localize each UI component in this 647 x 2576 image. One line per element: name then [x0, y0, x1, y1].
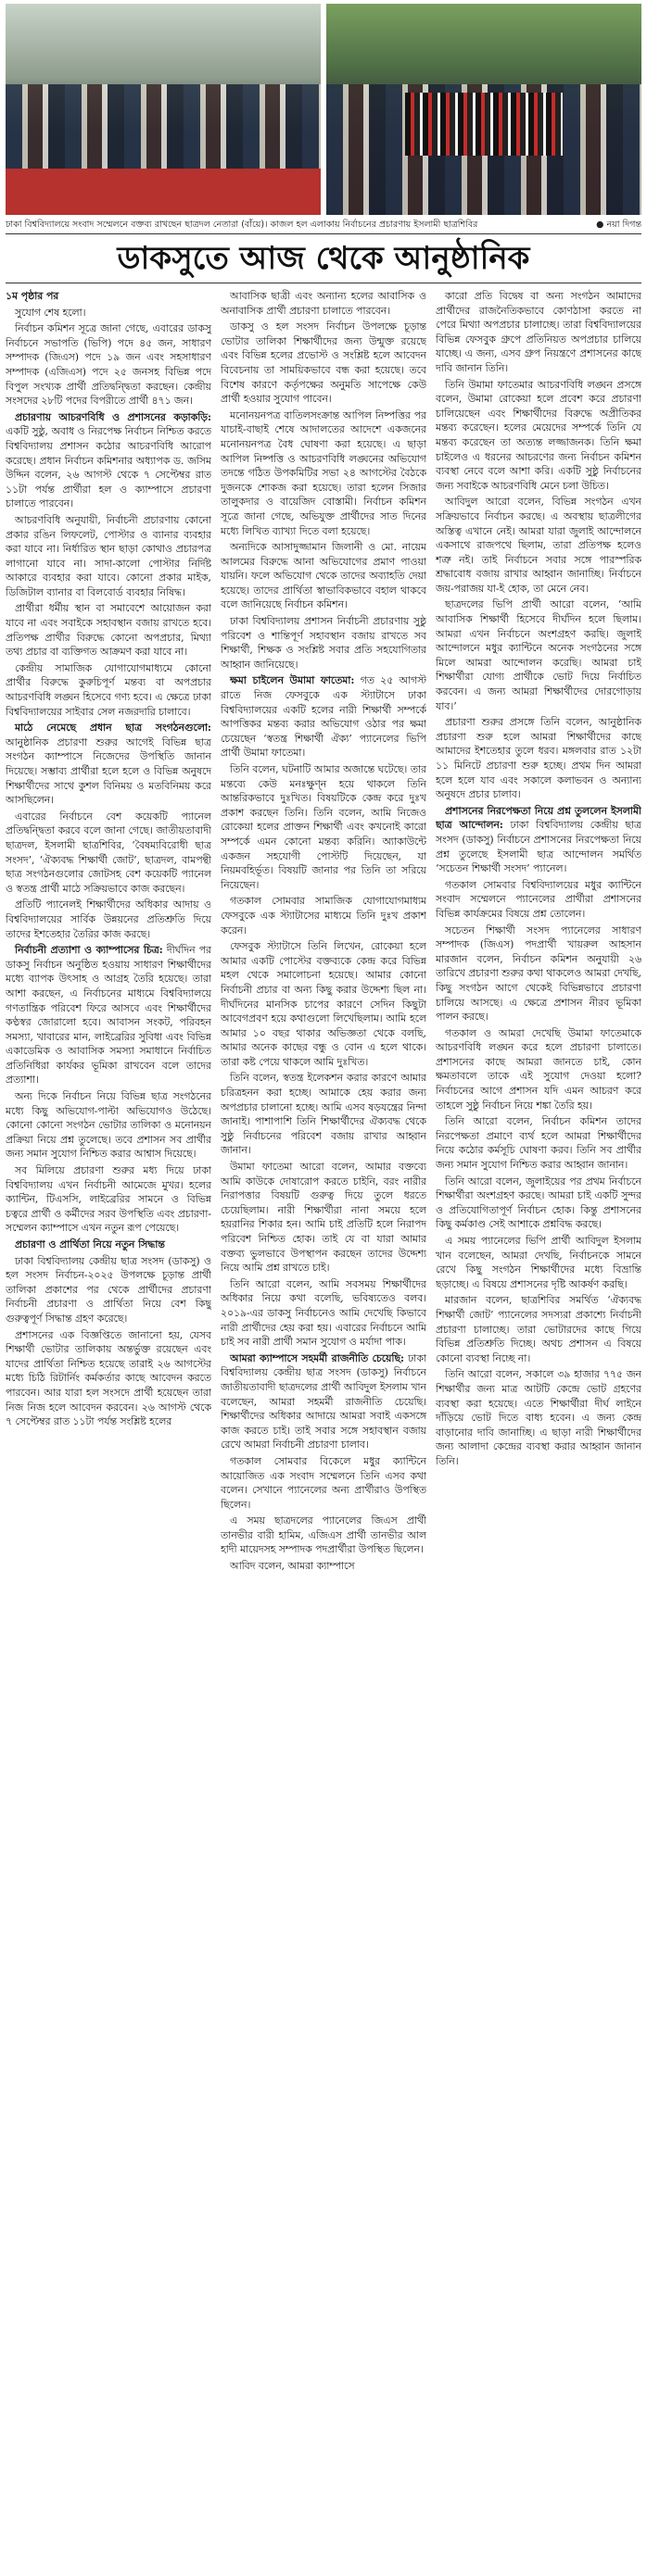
paragraph: ডাকসু ও হল সংসদ নির্বাচন উপলক্ষে চূড়ান্ত ভোটার তালিকা শিক্ষার্থীদের জন্য উন্মুক্ত রয়েছে এবং বিভিন্ন হলের প্রভোস্ট ও সংশ্লিষ্ট হলে আবেদন বিবেচনায় তা সাময়িকভাবে বন্ধ করা হয়েছে। তবে বিশেষ কারণে কর্তৃপক্ষের অনুমতি সাপেক্ষে কেউ প্রার্থী হওয়ার সুযোগ পাবেন।: [221, 320, 426, 406]
paragraph: ঢাকা বিশ্ববিদ্যালয় কেন্দ্রীয় ছাত্র সংসদ (ডাকসু) ও হল সংসদ নির্বাচন-২০২৫ উপলক্ষে চূড়ান্ত প্রার্থী তালিকা প্রকাশের পর থেকে প্রার্থীদের প্রচারণা নির্বাচনী প্রচারণা ও প্রার্থিতা নিয়ে বেশ কিছু গুরুত্বপূর্ণ সিদ্ধান্ত গ্রহণ করেছে।: [6, 1254, 211, 1325]
paragraph: আমরা ক্যাম্পাসে সহমর্মী রাজনীতি চেয়েছি: ঢাকা বিশ্ববিদ্যালয় কেন্দ্রীয় ছাত্র সংসদ (ডাকসু) নির্বাচনে জাতীয়তাবাদী ছাত্রদলের প্রার্থী আবিদুল ইসলাম খান বলেছেন, আমরা সহমর্মী রাজনীতি চেয়েছি। শিক্ষার্থীদের অধিকার আদায়ে আমরা সবাই একসঙ্গে কাজ করতে চাই। তাই সবার সঙ্গে সহাবস্থান বজায় রেখে আমরা নির্বাচনী প্রচারণা চালাব।: [221, 1351, 426, 1451]
red-table: [6, 169, 321, 215]
paragraph: গতকাল সোমবার বিশ্ববিদ্যালয়ের মধুর ক্যান্টিনে সংবাদ সম্মেলনে প্যানেলের প্রার্থীরা প্রশাসনের বিভিন্ন কার্যক্রমের বিষয়ে প্রশ্ন তোলেন।: [436, 878, 641, 920]
paragraph: আবাসিক ছাত্রী এবং অন্যান্য হলের আবাসিক ও অনাবাসিক প্রার্থী প্রচারণা চালাতে পারবেন।: [221, 290, 426, 317]
paragraph: প্রার্থীরা ধর্মীয় স্থান বা সমাবেশে আয়োজন করা যাবে না এবং সবাইকে সহাবস্থান বজায় রাখতে হবে। প্রতিপক্ষ প্রার্থীর বিরুদ্ধে কোনো অপপ্রচার, মিথ্যা তথ্য প্রচার বা ব্যক্তিগত আক্রমণ করা যাবে না।: [6, 602, 211, 659]
paragraph: তিনি আরো বলেন, নির্বাচন কমিশন তাদের নিরপেক্ষতা প্রমাণে ব্যর্থ হলে আমরা শিক্ষার্থীদের নিয়ে কঠোর কর্মসূচি ঘোষণা করব। তিনি সব প্রার্থীর জন্য সমান সুযোগ নিশ্চিত করার আহ্বান জানান।: [436, 1115, 641, 1172]
article-column-3: [436, 289, 641, 2570]
paragraph: প্রচারণায় আচরণবিধি ও প্রশাসনের কড়াকড়ি: একটি সুষ্ঠু, অবাধ ও নিরপেক্ষ নির্বাচন নিশ্চিত করতে বিশ্ববিদ্যালয় প্রশাসন কঠোর আচরণবিধি আরোপ করেছে। প্রধান নির্বাচন কমিশনার অধ্যাপক ড. জসিম উদ্দিন বলেন, ২৬ আগস্ট থেকে ৭ সেপ্টেম্বর রাত ১১টা পর্যন্ত প্রার্থীরা হল ও ক্যাম্পাসে প্রচারণা চালাতে পারবেন।: [6, 410, 211, 510]
paragraph: মনোনয়নপত্র বাতিলসংক্রান্ত আপিল নিষ্পত্তির পর যাচাই-বাছাই শেষে আদালতের আদেশে একজনের মনোনয়নপত্র বৈধ ঘোষণা করা হয়েছে। এ ছাড়া আপিল নিষ্পত্তি ও আচরণবিধি লঙ্ঘনের অভিযোগ তদন্তে গঠিত উপকমিটির সভা ২৪ আগস্টের বৈঠকে দুজনকে শোকজ করা হয়েছে। তারা হলেন সিজার তালুকদার ও বায়েজিদ বোস্তামী। নির্বাচন কমিশন সূত্রে জানা গেছে, অভিযুক্ত প্রার্থীদের সাত দিনের মধ্যে লিখিত ব্যাখ্যা দিতে বলা হয়েছে।: [221, 408, 426, 537]
paragraph: অন্যদিকে আসাদুজ্জামান জিলানী ও মো. নায়েম আলমের বিরুদ্ধে আনা অভিযোগের প্রমাণ পাওয়া যায়নি। ফলে অভিযোগ থেকে তাদের অব্যাহতি দেয়া হয়েছে। তাদের প্রার্থিতা স্বাভাবিকভাবে বহাল থাকবে বলে জানিয়েছে নির্বাচন কমিশন।: [221, 541, 426, 611]
paragraph: প্রশাসনের এক বিজ্ঞপ্তিতে জানানো হয়, যেসব শিক্ষার্থী ভোটার তালিকায় অন্তর্ভুক্ত রয়েছেন এবং যাদের প্রার্থিতা নিশ্চিত হয়েছে তারাই ২৬ আগস্টের মধ্যে চিঠি রিটার্নিং কর্মকর্তার কাছে আবেদন করতে পারবেন। আর যারা হল সংসদে প্রার্থী হয়েছেন তারা নিজ নিজ হলে আবেদন করবেন। ২৬ আগস্ট থেকে ৭ সেপ্টেম্বর রাত ১১টা পর্যন্ত সংশ্লিষ্ট হলের: [6, 1328, 211, 1428]
paragraph: আবিদ বলেন, আমরা ক্যাম্পাসে: [230, 1560, 355, 1573]
paragraph: আবিদুল আরো বলেন, বিভিন্ন সংগঠন এখন সক্রিয়ভাবে নির্বাচন করছে। এ অবস্থায় ছাত্রলীগের অস্তিত্ব এখানে নেই। আমরা যারা জুলাই আন্দোলনে একসাথে রাজপথে ছিলাম, তারা প্রতিপক্ষ হলেও শত্রু নই। তাই নির্বাচনে সবার সঙ্গে পারস্পরিক শ্রদ্ধাবোধ বজায় রাখার আহ্বান জানাচ্ছি। নির্বাচনে জয়-পরাজয় যা-ই হোক, তা মেনে নেব।: [436, 496, 641, 595]
paragraph: প্রচারণা ও প্রার্থিতা নিয়ে নতুন সিদ্ধান্ত: [15, 1238, 165, 1250]
paragraph: ফেসবুক স্ট্যাটাসে তিনি লিখেন, রোকেয়া হলে আমার একটি পোস্টের বক্তব্যকে কেন্দ্র করে বিভিন্ন মহল থেকে সমালোচনা হয়েছে। আমার কোনো নির্বাচনী প্রচার বা অন্য কিছু করার উদ্দেশ্য ছিল না। দীর্ঘদিনের মানসিক চাপের কারণে সেদিন কিছুটা আবেগপ্রবণ হয়ে কথাগুলো লিখেছিলাম। আমি হলে আমার ১০ বছর থাকার অভিজ্ঞতা থেকে বলছি, আমার অনেক কাছের বন্ধু ও বোন এ হলে থাকে। তারা কষ্ট পেয়ে থাকলে আমি দুঃখিত।: [221, 940, 426, 1068]
paragraph: তিনি বলেন, ঘটনাটি আমার অজান্তে ঘটেছে। তার মন্তব্যে কেউ মনঃক্ষুণ্ন হয়ে থাকলে তিনি আন্তরিকভাবে দুঃখিত। বিষয়টিকে কেন্দ্র করে দুঃখ প্রকাশ করছেন তিনি। তিনি বলেন, আমি নিজেও রোকেয়া হলের প্রাক্তন শিক্ষার্থী এবং কখনোই কারো সম্পর্কে এমন কোনো মন্তব্য করিনি। অ্যাকাউন্টে একজন সহযোগী পোস্টটি দিয়েছেন, যা নিয়মবহির্ভূত। বিষয়টি জানার পর তিনি তা সরিয়ে নিয়েছেন।: [221, 763, 426, 891]
paragraph: তিনি আরো বলেন, আমি সবসময় শিক্ষার্থীদের অধিকার নিয়ে কথা বলেছি, ভবিষ্যতেও বলব। ২০১৯-এর ডাকসু নির্বাচনেও আমি দেখেছি কিভাবে নারী প্রার্থীদের হেয় করা হয়। এবারের নির্বাচনে আমি চাই সব নারী প্রার্থী সমান সুযোগ ও মর্যাদা পাক।: [221, 1277, 426, 1349]
microphones: [405, 93, 563, 156]
caption-text: ঢাকা বিশ্ববিদ্যালয়ে সংবাদ সম্মেলনে বক্তব্য রাখছেন ছাত্রদল নেতারা (বাঁয়ে)। কাজল হল এলাকায় নির্বাচনের প্রচারণায় ইসলামী ছাত্রশিবির: [6, 220, 478, 230]
article-column-1: [6, 289, 211, 2570]
paragraph: ক্ষমা চাইলেন উমামা ফাতেমা: গত ২৫ আগস্ট রাতে নিজ ফেসবুকে এক স্ট্যাটাসে ঢাকা বিশ্ববিদ্যালয়ের একটি হলের নারী শিক্ষার্থী সম্পর্কে আপত্তিকর মন্তব্য করার অভিযোগ ওঠার পর ক্ষমা চেয়েছেন ‘স্বতন্ত্র শিক্ষার্থী ঐক্য’ প্যানেলের ভিপি প্রার্থী উমামা ফাতেমা।: [221, 674, 426, 760]
paragraph: গতকাল ও আমরা দেখেছি উমামা ফাতেমাকে আচরণবিধি লঙ্ঘন করে হলে প্রচারণা চালাতে। প্রশাসনের কাছে আমরা জানতে চাই, কোন ক্ষমতাবলে তাকে এই সুযোগ দেওয়া হলো? নির্বাচনের আগে প্রশাসন যদি এমন আচরণ করে তাহলে সুষ্ঠু নির্বাচন নিয়ে শঙ্কা তৈরি হয়।: [436, 1026, 641, 1112]
paragraph: সচেতন শিক্ষার্থী সংসদ প্যানেলের সাধারণ সম্পাদক (জিএস) পদপ্রার্থী খায়রুল আহসান মারজান বলেন, নির্বাচন কমিশন অনুযায়ী ২৬ তারিখে প্রচারণা শুরুর কথা থাকলেও আমরা দেখছি, কিছু সংগঠন আগে থেকেই বিভিন্নভাবে প্রচারণা চালিয়ে আসছে। এ ক্ষেত্রে প্রশাসন নীরব ভূমিকা পালন করছে।: [436, 924, 641, 1024]
photo-credit: ● নয়া দিগন্ত: [596, 220, 641, 230]
paragraph: গতকাল সোমবার সামাজিক যোগাযোগমাধ্যম ফেসবুকে এক স্ট্যাটাসের মাধ্যমে তিনি দুঃখ প্রকাশ করেন।: [221, 895, 426, 936]
headline: ডাকসুতে আজ থেকে আনুষ্ঠানিক: [117, 240, 530, 277]
paragraph: এ সময় প্যানেলের ভিপি প্রার্থী আবিদুল ইসলাম খান বলেছেন, আমরা দেখছি, নির্বাচনকে সামনে রেখে কিছু সংগঠন শিক্ষার্থীদের মধ্যে বিভ্রান্তি ছড়াচ্ছে। এ বিষয়ে প্রশাসনের দৃষ্টি আকর্ষণ করছি।: [436, 1235, 641, 1290]
paragraph: তিনি বলেন, স্বতন্ত্র ইলেকশন করার কারণে আমার চরিত্রহনন করা হচ্ছে। আমাকে হেয় করার জন্য অপপ্রচার চালানো হচ্ছে। আমি এসব ষড়যন্ত্রের নিন্দা জানাই। পাশাপাশি তিনি শিক্ষার্থীদের ঐক্যবদ্ধ থেকে সুষ্ঠু নির্বাচনের পরিবেশ বজায় রাখার আহ্বান জানান।: [221, 1072, 426, 1157]
paragraph: তিনি আরো বলেন, সকালে ৩৯ হাজার ৭৭৫ জন শিক্ষার্থীর জন্য মাত্র আটটি কেন্দ্রে ভোট গ্রহণের ব্যবস্থা করা হয়েছে। এতে শিক্ষার্থীরা দীর্ঘ লাইনে দাঁড়িয়ে ভোট দিতে বাধ্য হবেন। এ জন্য কেন্দ্র বাড়ানোর দাবি জানাচ্ছি। এ ছাড়া নারী শিক্ষার্থীদের জন্য আলাদা কেন্দ্রের ব্যবস্থা করার আহ্বান জানান তিনি।: [436, 1368, 641, 1467]
photo-strip: [6, 4, 641, 215]
article-column-2: [221, 289, 426, 2570]
paragraph: উমামা ফাতেমা আরো বলেন, আমার বক্তব্যে আমি কাউকে দোষারোপ করতে চাইনি, বরং নারীর নিরাপত্তার বিষয়টি গুরুত্ব দিয়ে তুলে ধরতে চেয়েছিলাম। নারী শিক্ষার্থীরা নানা সময়ে হলে হয়রানির শিকার হন। আমি চাই প্রতিটি হলে নিরাপদ পরিবেশ নিশ্চিত হোক। তাই যে বা যারা আমার বক্তব্য ভুলভাবে উপস্থাপন করছেন তাদের উদ্দেশ্য নিয়ে আমি প্রশ্ন রাখতে চাই।: [221, 1161, 426, 1275]
paragraph: ঢাকা বিশ্ববিদ্যালয় প্রশাসন নির্বাচনী প্রচারণায় সুষ্ঠু পরিবেশ ও শান্তিপূর্ণ সহাবস্থান বজায় রাখতে সব শিক্ষার্থী, শিক্ষক ও সংশ্লিষ্ট সবার প্রতি সহযোগিতার আহ্বান জানিয়েছে।: [221, 615, 426, 671]
paragraph: গতকাল সোমবার বিকেলে মধুর ক্যান্টিনে আয়োজিত এক সংবাদ সম্মেলনে তিনি এসব কথা বলেন। সেখানে প্যানেলের অন্য প্রার্থীরাও উপস্থিত ছিলেন।: [221, 1454, 426, 1511]
paragraph: প্রচারণা শুরুর প্রসঙ্গে তিনি বলেন, আনুষ্ঠানিক প্রচারণা শুরু হলে আমরা শিক্ষার্থীদের কাছে আমাদের ইশতেহার তুলে ধরব। মঙ্গলবার রাত ১২টা ১১ মিনিটে প্রচারণা শুরু হচ্ছে। প্রথম দিন আমরা হলে হলে যাব এবং সকালে কলাভবন ও অন্যান্য অনুষদে প্রচার চালাব।: [436, 716, 641, 801]
paragraph: তিনি আরো বলেন, জুলাইয়ের পর প্রথম নির্বাচনে শিক্ষার্থীরা অংশগ্রহণ করছে। আমরা চাই একটি সুন্দর ও প্রতিযোগিতাপূর্ণ নির্বাচন হোক। কিন্তু প্রশাসনের কিছু কর্মকাণ্ড সেই আশাকে প্রশ্নবিদ্ধ করছে।: [436, 1175, 641, 1231]
paragraph: প্রতিটি প্যানেলই শিক্ষার্থীদের অধিকার আদায় ও বিশ্ববিদ্যালয়ের সার্বিক উন্নয়নের প্রতিশ্রুতি দিয়ে তাদের ইশতেহার তৈরির কাজ করছে।: [6, 898, 211, 940]
paragraph: মাঠে নেমেছে প্রধান ছাত্র সংগঠনগুলো: আনুষ্ঠানিক প্রচারণা শুরুর আগেই বিভিন্ন ছাত্র সংগঠন ক্যাম্পাসে নিজেদের উপস্থিতি জানান দিয়েছে। সম্ভাব্য প্রার্থীরা হলে হলে ও বিভিন্ন অনুষদে শিক্ষার্থীদের সাথে কুশল বিনিময় ও মতবিনিময় করে আসছিলেন।: [6, 722, 211, 807]
paragraph: নির্বাচনী প্রত্যাশা ও ক্যাম্পাসের চিত্র: দীর্ঘদিন পর ডাকসু নির্বাচন অনুষ্ঠিত হওয়ায় সাধারণ শিক্ষার্থীদের মধ্যে ব্যাপক উৎসাহ ও আগ্রহ তৈরি হয়েছে। তারা আশা করছেন, এ নির্বাচনের মাধ্যমে বিশ্ববিদ্যালয়ে গণতান্ত্রিক পরিবেশ ফিরে আসবে এবং শিক্ষার্থীদের কণ্ঠস্বর জোরালো হবে। আবাসন সংকট, পরিবহন সমস্যা, খাবারের মান, লাইব্রেরির সুবিধা এবং বিভিন্ন একাডেমিক ও আবাসিক সমস্যা সমাধানে নির্বাচিত প্রতিনিধিরা কার্যকর ভূমিকা রাখবেন বলে তাদের প্রত্যাশা।: [6, 944, 211, 1087]
paragraph: ছাত্রদলের ভিপি প্রার্থী আরো বলেন, ‘আমি আবাসিক শিক্ষার্থী হিসেবে দীর্ঘদিন হলে ছিলাম। আমরা এখন নির্বাচনে অংশগ্রহণ করছি। জুলাই আন্দোলনে মধুর ক্যান্টিনে অনেক সংগঠনের সঙ্গে মিলে আমরা আন্দোলন করেছি। আমরা চাই শিক্ষার্থীরা যোগ্য প্রার্থীকে ভোট দিয়ে নির্বাচিত করবেন। এ জন্য আমরা শিক্ষার্থীদের দোরগোড়ায় যাব।’: [436, 598, 641, 712]
paragraph: কেন্দ্রীয় সামাজিক যোগাযোগমাধ্যমে কোনো প্রার্থীর বিরুদ্ধে কুরুচিপূর্ণ মন্তব্য বা অপপ্রচার আচরণবিধি লঙ্ঘন হিসেবে গণ্য হবে। এ ক্ষেত্রে ঢাকা বিশ্ববিদ্যালয়ের সাইবার সেল নজরদারি চালাবে।: [6, 661, 211, 718]
paragraph: এবারের নির্বাচনে বেশ কয়েকটি প্যানেল প্রতিদ্বন্দ্বিতা করবে বলে জানা গেছে। জাতীয়তাবাদী ছাত্রদল, ইসলামী ছাত্রশিবির, ‘বৈষম্যবিরোধী ছাত্র সংসদ’, ‘ঐক্যবদ্ধ শিক্ষার্থী জোট’, ছাত্রদল, বামপন্থী ছাত্র সংগঠনগুলোর জোটসহ বেশ কয়েকটি প্যানেল ও স্বতন্ত্র প্রার্থী মাঠে সক্রিয়ভাবে কাজ করছেন।: [6, 810, 211, 895]
paragraph: তিনি উমামা ফাতেমার আচরণবিধি লঙ্ঘন প্রসঙ্গে বলেন, উমামা রোকেয়া হলে প্রবেশ করে প্রচারণা চালিয়েছেন এবং শিক্ষার্থীদের বিরুদ্ধে অপ্রীতিকর মন্তব্য করেছেন। হলের মেয়েদের সম্পর্কে তিনি যে মন্তব্য করেছেন তা অত্যন্ত লজ্জাজনক। তিনি ক্ষমা চাইলেও এ ধরনের আচরণের জন্য নির্বাচন কমিশন ব্যবস্থা নেবে বলে আশা করি। একটি সুষ্ঠু নির্বাচনের জন্য সবাইকে আচরণবিধি মেনে চলা উচিত।: [436, 378, 641, 492]
paragraph: সব মিলিয়ে প্রচারণা শুরুর মধ্য দিয়ে ঢাকা বিশ্ববিদ্যালয় এখন নির্বাচনী আমেজে মুখর। হলের ক্যান্টিন, টিএসসি, লাইব্রেরির সামনে ও বিভিন্ন চত্বরে প্রার্থী ও কর্মীদের সরব উপস্থিতি এবং প্রচারণা-সম্মেলন ক্যাম্পাসে এখন নতুন রূপ পেয়েছে।: [6, 1164, 211, 1235]
paragraph: মারজান বলেন, ছাত্রশিবির সমর্থিত ‘ঐক্যবদ্ধ শিক্ষার্থী জোট’ প্যানেলের সদস্যরা প্রকাশ্যে নির্বাচনী প্রচারণা চালাচ্ছে। তারা ভোটারদের কাছে গিয়ে বিভিন্ন প্রতিশ্রুতি দিচ্ছে। অথচ প্রশাসন এ বিষয়ে কোনো ব্যবস্থা নিচ্ছে না।: [436, 1294, 641, 1364]
photo-caption: [6, 219, 641, 231]
paragraph: আচরণবিধি অনুযায়ী, নির্বাচনী প্রচারণায় কোনো প্রকার রঙিন লিফলেট, পোস্টার ও ব্যানার ব্যবহার করা যাবে না। নির্ধারিত স্থান ছাড়া কোথাও প্রচারপত্র লাগানো যাবে না। সাদা-কালো পোস্টার নির্দিষ্ট আকারে ব্যবহার করা যাবে। কোনো প্রকার মাইক, ডিজিটাল ব্যানার বা বিলবোর্ড ব্যবহার নিষিদ্ধ।: [6, 513, 211, 598]
paragraph: ১ম পৃষ্ঠার পর: [6, 290, 59, 302]
divider-top: [6, 233, 641, 234]
paragraph: সুযোগ শেষ হলো।: [15, 306, 86, 319]
campaign-photo: [326, 4, 641, 215]
paragraph: এ সময় ছাত্রদলের প্যানেলের জিএস প্রার্থী তানভীর বারী হামিম, এজিএস প্রার্থী তানভীর আল হাদী মায়েদসহ সম্পাদক পদপ্রার্থীরা উপস্থিত ছিলেন।: [221, 1514, 426, 1556]
press-conference-photo: [6, 4, 321, 215]
article-body: [6, 289, 641, 2570]
paragraph: কারো প্রতি বিদ্বেষ বা অন্য সংগঠন আমাদের প্রার্থীদের রাজনৈতিকভাবে কোণঠাসা করতে না পেরে মিথ্যা অপপ্রচার চালাচ্ছে। তারা বিশ্ববিদ্যালয়ের বিভিন্ন ফেসবুক গ্রুপে প্রতিনিয়ত অপপ্রচার চালিয়ে যাচ্ছে। এ জন্য, এসব গ্রুপ নিয়ন্ত্রণে প্রশাসনের কাছে দাবি জানান তিনি।: [436, 290, 641, 374]
paragraph: প্রশাসনের নিরপেক্ষতা নিয়ে প্রশ্ন তুললেন ইসলামী ছাত্র আন্দোলন: ঢাকা বিশ্ববিদ্যালয় কেন্দ্রীয় ছাত্র সংসদ (ডাকসু) নির্বাচনে প্রশাসনের নিরপেক্ষতা নিয়ে প্রশ্ন তুলেছে ইসলামী ছাত্র আন্দোলন সমর্থিত ‘সচেতন শিক্ষার্থী সংসদ’ প্যানেল।: [436, 804, 641, 875]
paragraph: অন্য দিকে নির্বাচন নিয়ে বিভিন্ন ছাত্র সংগঠনের মধ্যে কিছু অভিযোগ-পাল্টা অভিযোগও উঠেছে। কোনো কোনো সংগঠন ভোটার তালিকা ও মনোনয়ন প্রক্রিয়া নিয়ে প্রশ্ন তুলেছে। তবে প্রশাসন সব প্রার্থীর জন্য সমান সুযোগ নিশ্চিত করার আশ্বাস দিয়েছে।: [6, 1090, 211, 1161]
paragraph: নির্বাচন কমিশন সূত্রে জানা গেছে, এবারের ডাকসু নির্বাচনে সভাপতি (ভিপি) পদে ৪৫ জন, সাধারণ সম্পাদক (জিএস) পদে ১৯ জন এবং সহসাধারণ সম্পাদক (এজিএস) পদে ২৫ জনসহ বিভিন্ন পদে বিপুল সংখ্যক প্রার্থী প্রতিদ্বন্দ্বিতা করছেন। কেন্দ্রীয় সংসদের ২৮টি পদের বিপরীতে প্রার্থী ৪৭১ জন।: [6, 322, 211, 408]
